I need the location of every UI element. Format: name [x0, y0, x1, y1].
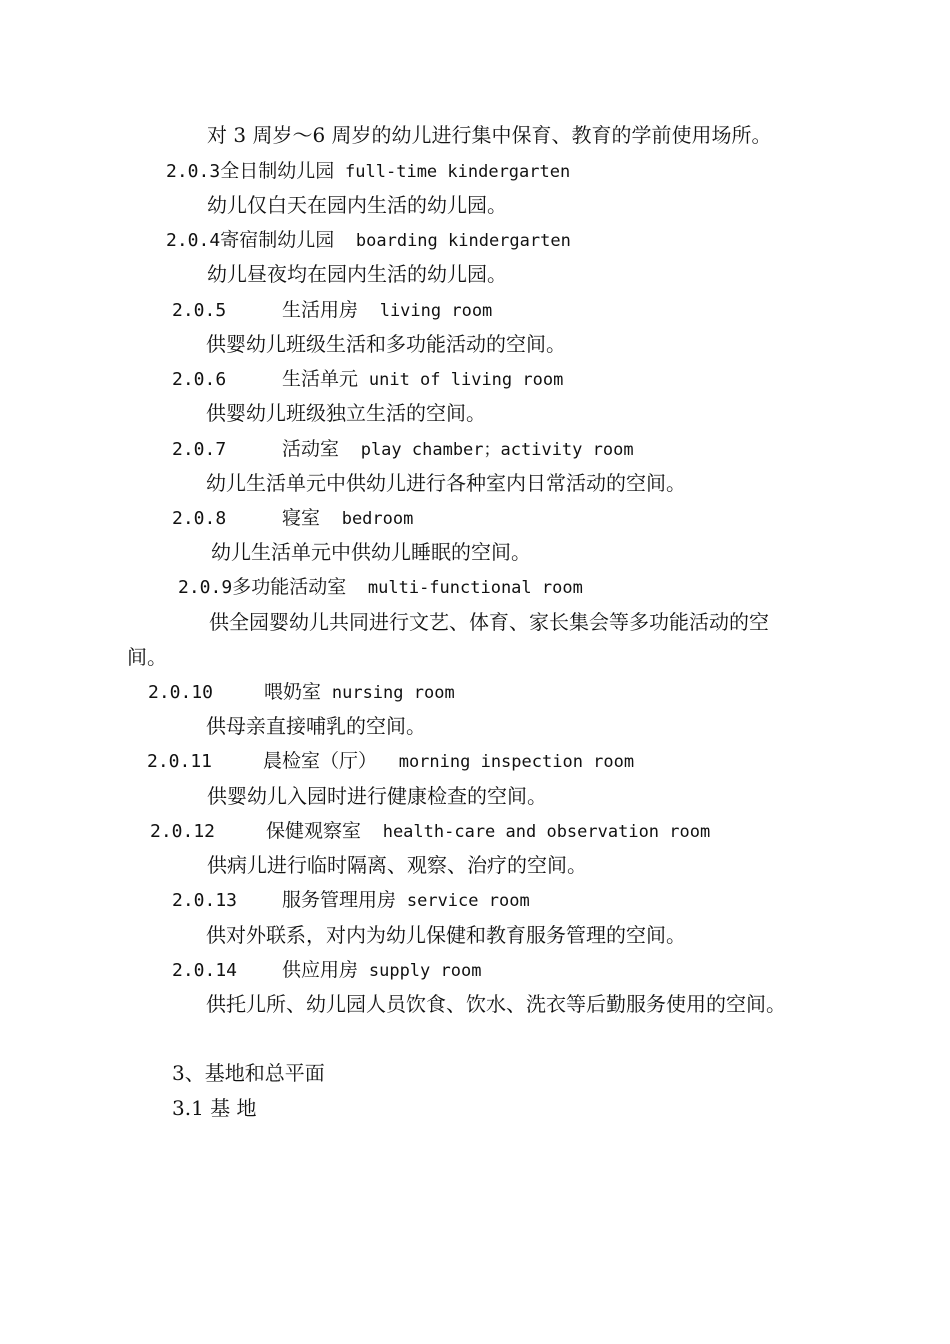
section-heading: 3、基地和总平面 [172, 1061, 325, 1085]
term-description: 供婴幼儿入园时进行健康检查的空间。 [207, 784, 547, 808]
term-heading [178, 574, 583, 601]
term-chinese: 活动室 [282, 438, 340, 460]
subsection-heading: 3.1 基 地 [172, 1096, 257, 1120]
term-chinese: 服务管理用房 [282, 889, 397, 911]
term-english: supply room [368, 961, 482, 981]
term-number: 2.0.5 [172, 300, 227, 321]
term-english: unit of living room [368, 370, 564, 390]
term-heading [172, 505, 413, 532]
term-description: 供婴幼儿班级独立生活的空间。 [206, 401, 486, 425]
term-chinese: 生活用房 [282, 299, 359, 321]
term-number: 2.0.14 [172, 960, 238, 981]
term-number: 2.0.13 [172, 890, 238, 911]
term-chinese: 多功能活动室 [232, 576, 347, 598]
term-chinese: 保健观察室 [266, 820, 362, 842]
term-number: 2.0.4 [166, 230, 221, 251]
term-number: 2.0.9 [178, 577, 233, 598]
term-heading [172, 957, 481, 984]
term-chinese: 供应用房 [282, 959, 359, 981]
term-english: boarding kindergarten [355, 231, 571, 251]
term-description: 供病儿进行临时隔离、观察、治疗的空间。 [207, 853, 587, 877]
term-description: 幼儿昼夜均在园内生活的幼儿园。 [207, 262, 507, 286]
term-chinese: 晨检室（厅） [263, 750, 378, 772]
term-english: service room [406, 891, 530, 911]
term-number: 2.0.3 [166, 161, 221, 182]
term-description: 供全园婴幼儿共同进行文艺、体育、家长集会等多功能活动的空 [209, 610, 769, 634]
term-number: 2.0.6 [172, 369, 227, 390]
intro-line: 对 3 周岁～6 周岁的幼儿进行集中保育、教育的学前使用场所。 [207, 123, 772, 147]
term-heading [150, 818, 710, 845]
term-heading [172, 297, 492, 324]
term-description: 供托儿所、幼儿园人员饮食、饮水、洗衣等后勤服务使用的空间。 [206, 992, 786, 1016]
term-chinese: 喂奶室 [264, 681, 322, 703]
term-description: 供对外联系，对内为幼儿保健和教育服务管理的空间。 [206, 923, 686, 947]
term-chinese: 寄宿制幼儿园 [220, 229, 335, 251]
term-english: nursing room [331, 683, 455, 703]
term-description: 幼儿生活单元中供幼儿进行各种室内日常活动的空间。 [206, 471, 686, 495]
term-english: bedroom [341, 509, 414, 529]
term-heading [172, 366, 563, 393]
term-heading [166, 227, 571, 254]
term-description: 供母亲直接哺乳的空间。 [206, 714, 426, 738]
term-chinese: 寝室 [282, 507, 321, 529]
term-description-continued: 间。 [127, 645, 167, 669]
term-english: health-care and observation room [382, 822, 711, 842]
term-english: morning inspection room [398, 752, 635, 772]
term-heading [166, 158, 570, 185]
term-description: 供婴幼儿班级生活和多功能活动的空间。 [206, 332, 566, 356]
term-chinese: 生活单元 [282, 368, 359, 390]
term-number: 2.0.11 [147, 751, 213, 772]
term-english: play chamber；activity room [360, 440, 634, 460]
term-english: living room [379, 301, 493, 321]
term-number: 2.0.12 [150, 821, 216, 842]
term-chinese: 全日制幼儿园 [220, 160, 335, 182]
term-heading [172, 436, 634, 463]
term-description: 幼儿生活单元中供幼儿睡眠的空间。 [211, 540, 531, 564]
term-number: 2.0.10 [148, 682, 214, 703]
term-heading [172, 887, 530, 914]
term-english: multi-functional room [367, 578, 583, 598]
term-number: 2.0.8 [172, 508, 227, 529]
term-heading [147, 748, 634, 775]
term-description: 幼儿仅白天在园内生活的幼儿园。 [207, 193, 507, 217]
term-heading [148, 679, 455, 706]
term-number: 2.0.7 [172, 439, 227, 460]
term-english: full-time kindergarten [345, 162, 571, 182]
